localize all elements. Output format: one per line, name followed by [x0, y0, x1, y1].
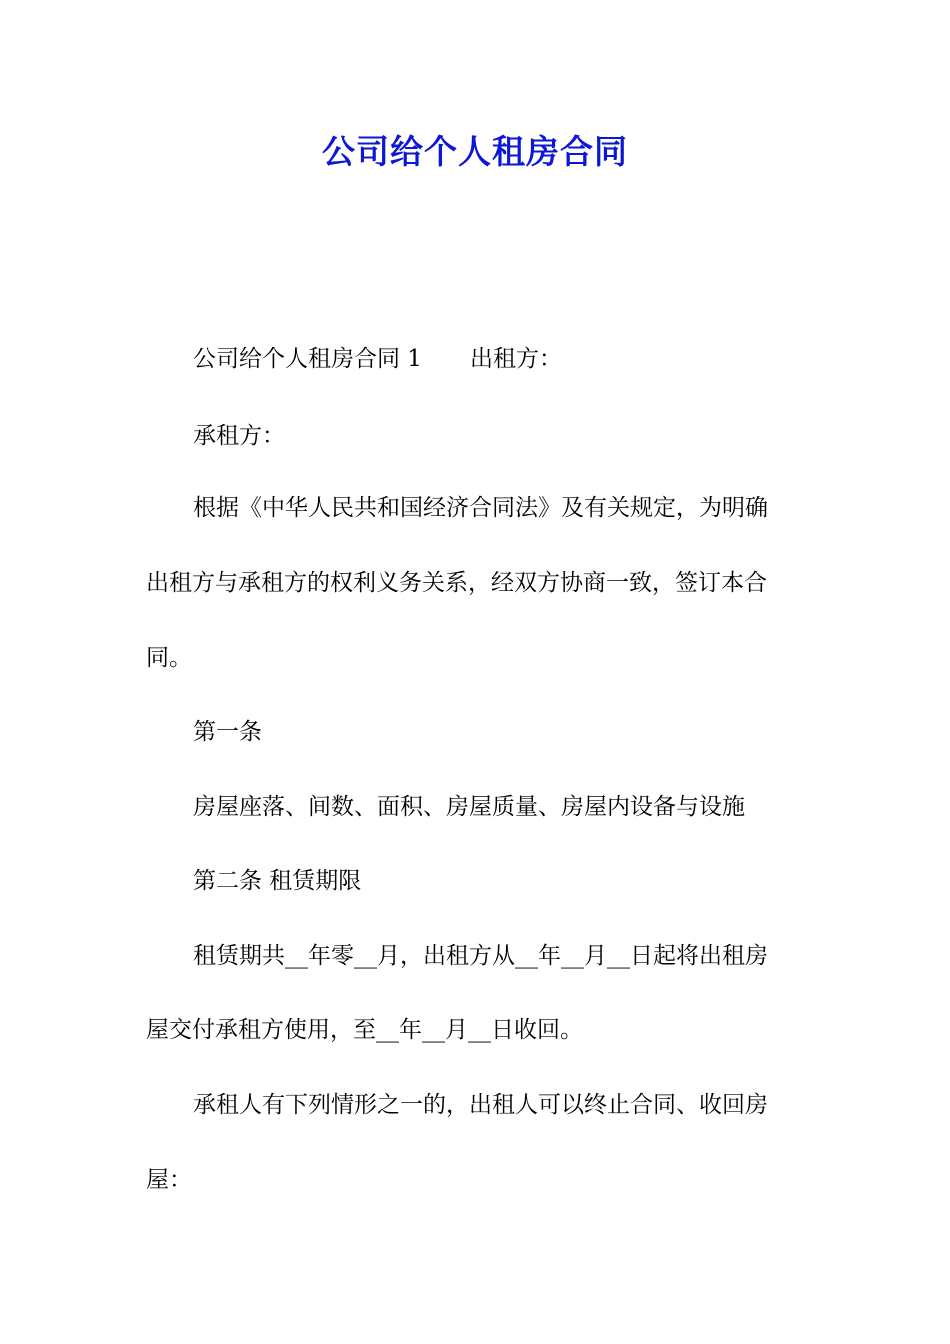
document-title: 公司给个人租房合同 [322, 132, 628, 171]
paragraph-line: 出租方与承租方的权利义务关系，经双方协商一致，签订本合 [146, 570, 767, 596]
paragraph-line: 根据《中华人民共和国经济合同法》及有关规定，为明确 [193, 495, 768, 521]
lessor-label: 出租方： [469, 346, 562, 372]
article-two-heading: 第二条 租赁期限 [193, 868, 362, 894]
paragraph-line: 屋交付承租方使用，至__年__月__日收回。 [146, 1017, 583, 1043]
article-one-heading: 第一条 [193, 719, 262, 745]
paragraph-line: 同。 [146, 645, 192, 671]
lessee-label: 承租方： [193, 423, 285, 449]
paragraph-line: 房屋座落、间数、面积、房屋质量、房屋内设备与设施 [193, 794, 745, 820]
paragraph-line: 承租人有下列情形之一的，出租人可以终止合同、收回房 [193, 1092, 768, 1118]
contract-heading-line [193, 341, 873, 377]
paragraph-line: 屋： [146, 1167, 192, 1193]
contract-number: 公司给个人租房合同 1 [193, 346, 422, 372]
paragraph-line: 租赁期共__年零__月，出租方从__年__月__日起将出租房 [193, 943, 768, 969]
